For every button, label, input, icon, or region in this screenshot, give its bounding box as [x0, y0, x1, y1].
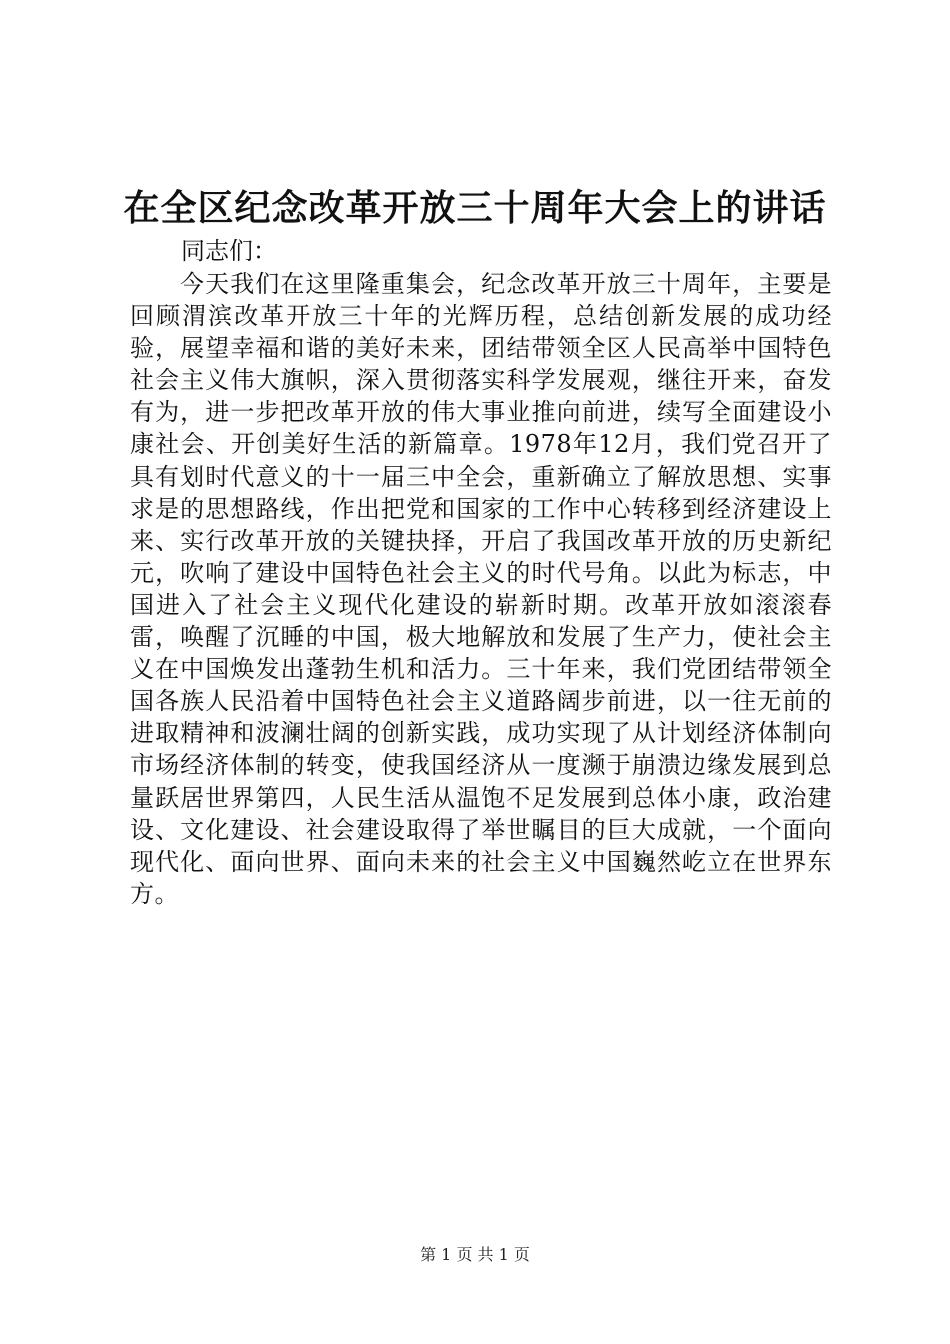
page-footer: 第 1 页 共 1 页 — [420, 1245, 530, 1264]
document-title: 在全区纪念改革开放三十周年大会上的讲话 — [123, 187, 827, 229]
body-paragraph: 今天我们在这里隆重集会，纪念改革开放三十周年，主要是回顾渭滨改革开放三十年的光辉历程，总结创新发展的成功经验，展望幸福和谐的美好未来，团结带领全区人民高举中国特色社会主义伟大旗帜，深入贯彻落实科学发展观，继往开来，奋发有为，进一步把改革开放的伟大事业推向前进，续写全面建设小康社会、开创美好生活的新篇章。1978年12月，我们党召开了具有划时代意义的十一届三中全会，重新确立了解放思想、实事求是的思想路线，作出把党和国家的工作中心转移到经济建设上来、实行改革开放的关键抉择，开启了我国改革开放的历史新纪元，吹响了建设中国特色社会主义的时代号角。以此为标志，中国进入了社会主义现代化建设的崭新时期。改革开放如滚滚春雷，唤醒了沉睡的中国，极大地解放和发展了生产力，使社会主义在中国焕发出蓬勃生机和活力。三十年来，我们党团结带领全国各族人民沿着中国特色社会主义道路阔步前进，以一往无前的进取精神和波澜壮阔的创新实践，成功实现了从计划经济体制向市场经济体制的转变，使我国经济从一度濒于崩溃边缘发展到总量跃居世界第四，人民生活从温饱不足发展到总体小康，政治建设、文化建设、社会建设取得了举世瞩目的巨大成就，一个面向现代化、面向世界、面向未来的社会主义中国巍然屹立在世界东方。 — [130, 270, 832, 908]
salutation: 同志们： — [181, 237, 277, 265]
